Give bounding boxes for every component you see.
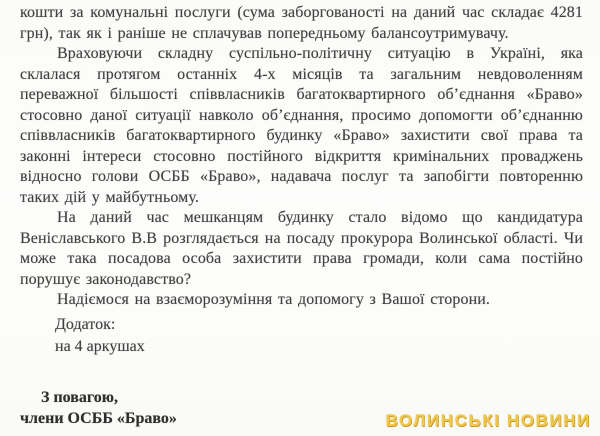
letter-body xyxy=(20,3,583,311)
paragraph-hope: Надіємося на взаєморозуміння та допомогу з Вашої сторони. xyxy=(57,291,490,308)
paragraph-situation: Враховуючи складну суспільно-політичну ситуацію в Україні, яка склалася протягом останніх 4-х місяців та загальним невдоволенням переважної більшості співвласників багатоквартирного об’єднання «Браво» стосовно даної ситуації навколо об’єднання, просимо допомогти об’єднанню співвласників багатоквартирного будинку «Браво» захистити свої права та законні інтереси стосовно постійного відкриття кримінальних проваджень відносно голови ОСББ «Браво», надавача послуг та запобігти повторенню таких дій у майбутньому. xyxy=(20,45,583,206)
paragraph-debt: кошти за комунальні послуги (сума заборгованості на даний час складає 4281 грн), так як і раніше не сплачував попередньому балансоутримувачу. xyxy=(20,4,583,42)
attachment-block xyxy=(55,314,145,357)
signature-block xyxy=(20,388,177,429)
signature-author: члени ОСББ «Браво» xyxy=(20,409,177,427)
volynski-novyny-watermark: ВОЛИНСЬКІ НОВИНИ xyxy=(385,411,591,430)
attachment-detail: на 4 аркушах xyxy=(55,337,145,355)
attachment-label: Додаток: xyxy=(55,316,116,333)
paragraph-prosecutor: На даний час мешканцям будинку стало відомо що кандидатура Веніславського В.В розглядається на посаду прокурора Волинської області. Чи може така посадова особа захистити права громади, коли сама постійно порушує законодавство? xyxy=(20,209,583,288)
signature-closing: З повагою, xyxy=(41,389,118,406)
